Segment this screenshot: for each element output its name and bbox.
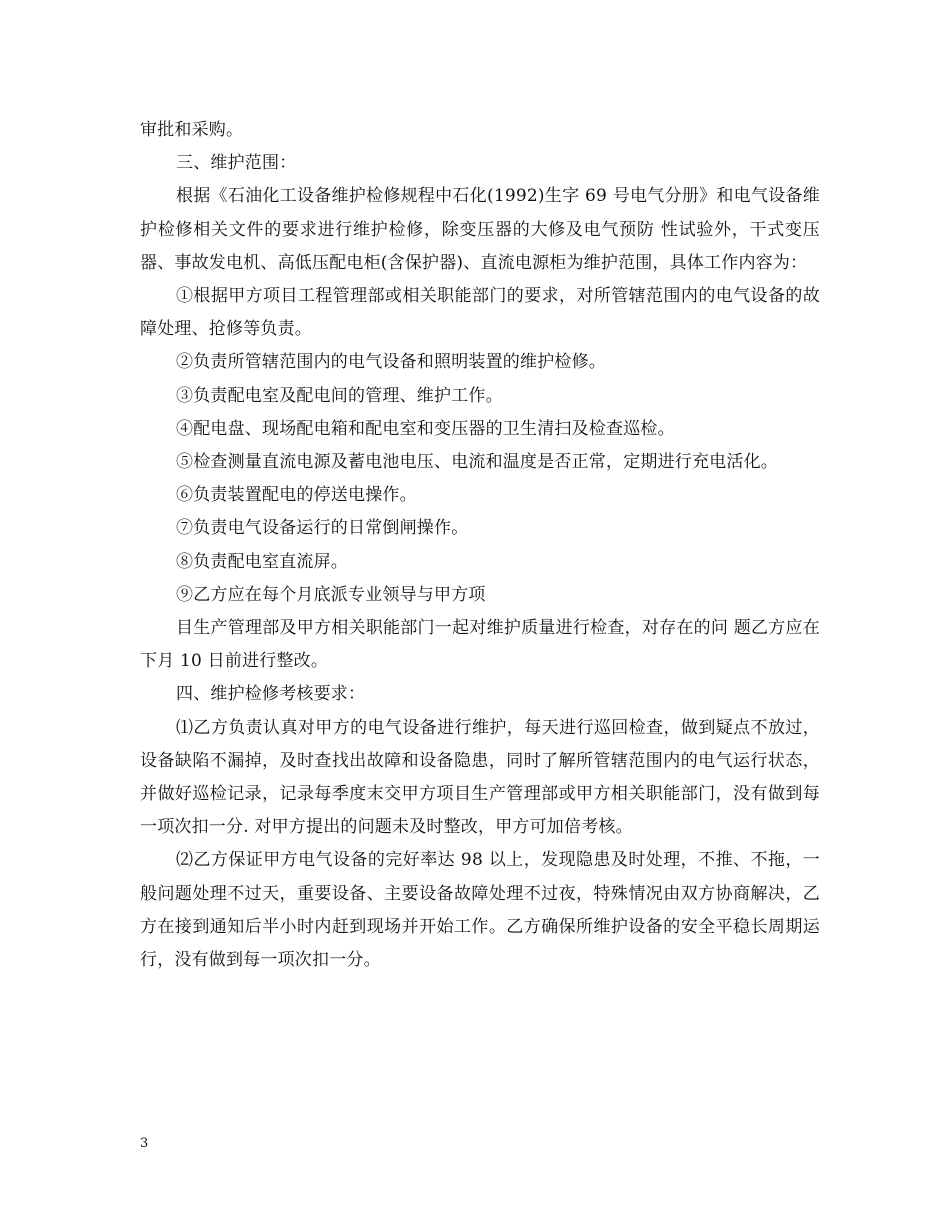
paragraph: 目生产管理部及甲方相关职能部门一起对维护质量进行检查，对存在的问 题乙方应在下月 10 日前进行整改。 [140,618,820,672]
paragraph: 审批和采购。 [140,120,244,140]
list-item: ⑥负责装置配电的停送电操作。 [176,485,417,506]
list-item: ⑦负责电气设备运行的日常倒闸操作。 [176,518,469,539]
list-item: ⑵乙方保证甲方电气设备的完好率达 98 以上，发现隐患及时处理，不推、不拖，一般问题处理不过天，重要设备、主要设备故障处理不过夜，特殊情况由双方协商解决，乙方在接到通知后半小时内赶到现场并开始工作。乙方确保所维护设备的安全平稳长周期运行，没有做到每一项次扣一分。 [140,850,820,971]
list-item: ③负责配电室及配电间的管理、维护工作。 [176,385,503,406]
document-body [140,114,820,977]
list-item: ⑤检查测量直流电源及蓄电池电压、电流和温度是否正常，定期进行充电活化。 [176,452,778,473]
list-item: ⑧负责配电室直流屏。 [176,551,348,572]
section-heading-assessment: 四、维护检修考核要求： [176,684,366,705]
page-number: 3 [140,1136,149,1151]
paragraph: 根据《石油化工设备维护检修规程中石化(1992)生字 69 号电气分册》和电气设备维护检修相关文件的要求进行维护检修，除变压器的大修及电气预防 性试验外，干式变压器、事故发电机、高低压配电柜(含保护器)、直流电源柜为维护范围，具体工作内容为： [140,186,820,273]
list-item: ①根据甲方项目工程管理部或相关职能部门的要求，对所管辖范围内的电气设备的故障处理、抢修等负责。 [140,286,820,340]
list-item: ④配电盘、现场配电箱和配电室和变压器的卫生清扫及检查巡检。 [176,418,675,439]
list-item: ⑨乙方应在每个月底派专业领导与甲方项 [176,584,486,605]
list-item: ②负责所管辖范围内的电气设备和照明装置的维护检修。 [176,352,606,373]
section-heading-scope: 三、维护范围： [176,153,297,174]
list-item: ⑴乙方负责认真对甲方的电气设备进行维护，每天进行巡回检查，做到疑点不放过，设备缺陷不漏掉，及时查找出故障和设备隐患，同时了解所管辖范围内的电气运行状态，并做好巡检记录，记录每季度末交甲方项目生产管理部或甲方相关职能部门，没有做到每一项次扣一分. 对甲方提出的问题未及时整改，甲方可加倍考核。 [140,717,820,838]
